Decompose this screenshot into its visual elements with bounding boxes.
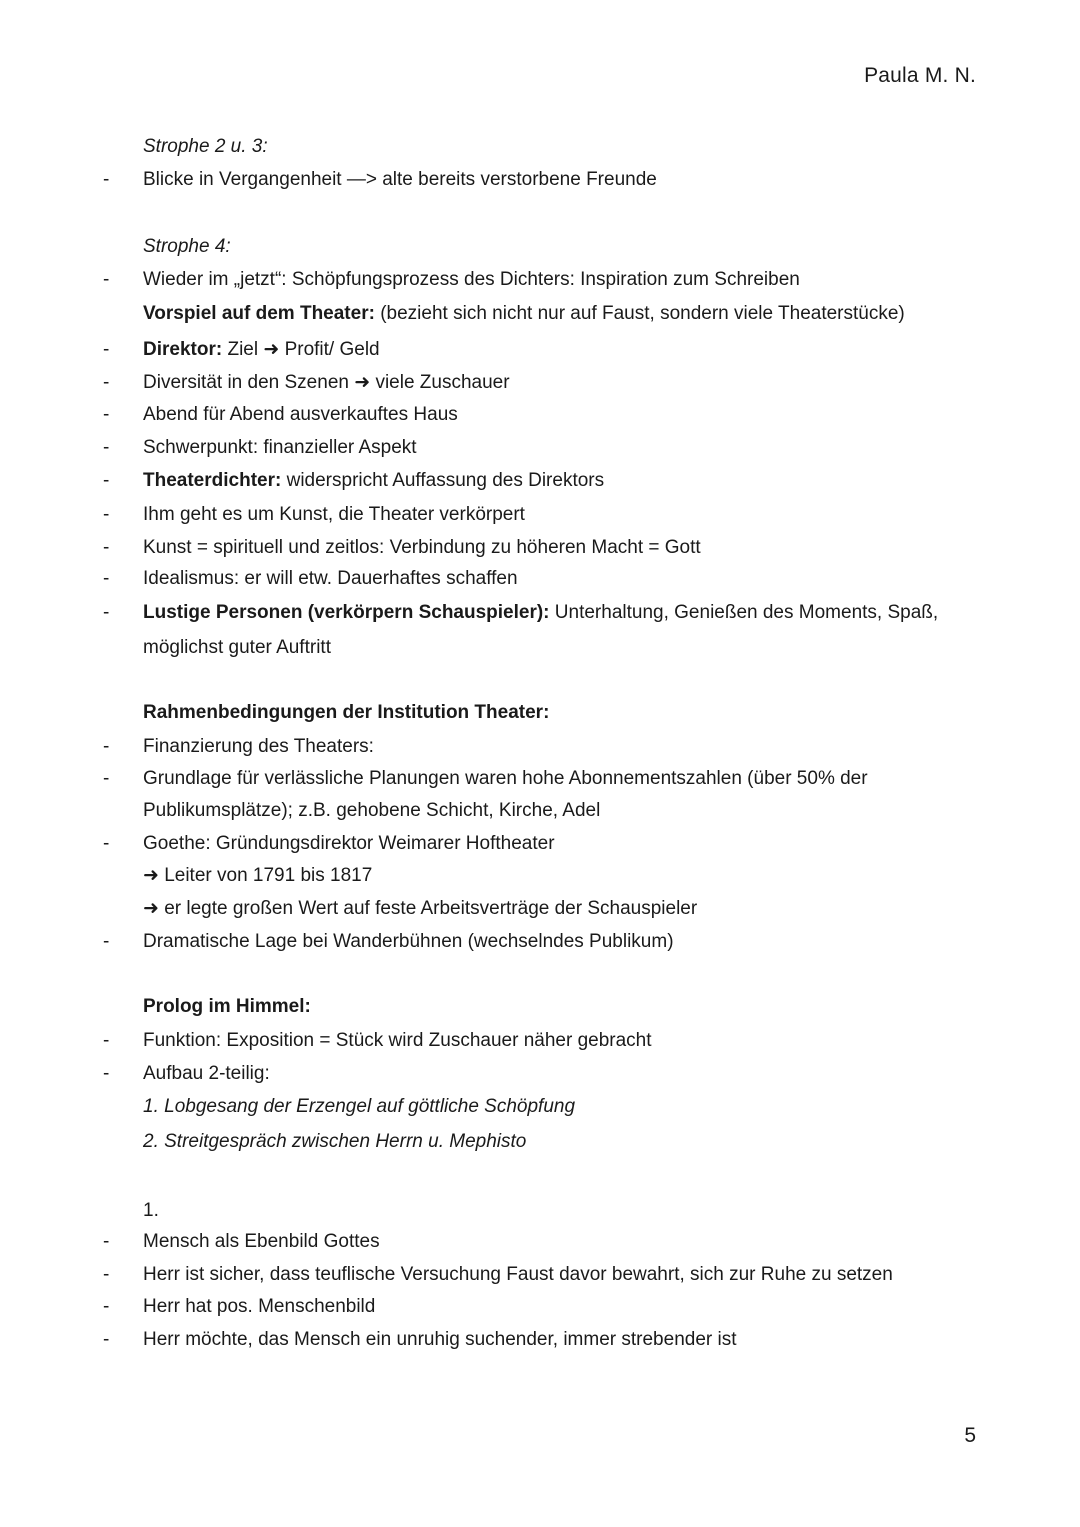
rahmen-title: Rahmenbedingungen der Institution Theater: bbox=[143, 702, 550, 723]
list-item: Herr ist sicher, dass teuflische Versuchung Faust davor bewahrt, sich zur Ruhe zu setzen bbox=[143, 1264, 893, 1285]
author-name: Paula M. N. bbox=[864, 64, 976, 87]
list-item: Goethe: Gründungsdirektor Weimarer Hoftheater bbox=[143, 833, 555, 854]
bullet-dash: - bbox=[103, 1296, 110, 1317]
section-number: 1. bbox=[143, 1200, 159, 1221]
list-item: Funktion: Exposition = Stück wird Zuschauer näher gebracht bbox=[143, 1030, 652, 1051]
list-item: Blicke in Vergangenheit —> alte bereits verstorbene Freunde bbox=[143, 169, 657, 190]
sub-item bbox=[143, 864, 372, 888]
bullet-dash: - bbox=[103, 1329, 110, 1350]
vorspiel-heading bbox=[143, 302, 905, 326]
bullet-dash: - bbox=[103, 602, 110, 623]
lustige-text: Unterhaltung, Genießen des Moments, Spaß, bbox=[554, 602, 939, 623]
bullet-dash: - bbox=[103, 537, 110, 558]
sub-item bbox=[143, 897, 697, 921]
sub-item: 2. Streitgespräch zwischen Herrn u. Mephisto bbox=[143, 1131, 527, 1152]
sub-item: 1. Lobgesang der Erzengel auf göttliche Schöpfung bbox=[143, 1096, 576, 1117]
diversitaet-text-b: viele Zuschauer bbox=[375, 372, 510, 393]
list-item: Idealismus: er will etw. Dauerhaftes schaffen bbox=[143, 568, 518, 589]
list-item: Kunst = spirituell und zeitlos: Verbindung zu höheren Macht = Gott bbox=[143, 537, 701, 558]
arrow-icon: ➜ bbox=[354, 372, 371, 393]
strophe-2-3-heading: Strophe 2 u. 3: bbox=[143, 136, 268, 157]
list-item bbox=[143, 601, 938, 625]
bullet-dash: - bbox=[103, 372, 110, 393]
bullet-dash: - bbox=[103, 169, 110, 190]
list-item: Schwerpunkt: finanzieller Aspekt bbox=[143, 437, 417, 458]
list-item: Aufbau 2-teilig: bbox=[143, 1063, 270, 1084]
vorspiel-title: Vorspiel auf dem Theater: bbox=[143, 303, 375, 324]
list-item: Herr hat pos. Menschenbild bbox=[143, 1296, 376, 1317]
direktor-text-a: Ziel bbox=[227, 339, 259, 360]
bullet-dash: - bbox=[103, 768, 110, 789]
list-item: Wieder im „jetzt“: Schöpfungsprozess des Dichters: Inspiration zum Schreiben bbox=[143, 269, 800, 290]
bullet-dash: - bbox=[103, 269, 110, 290]
direktor-text-b: Profit/ Geld bbox=[284, 339, 380, 360]
vorspiel-note: (bezieht sich nicht nur auf Faust, sondern viele Theaterstücke) bbox=[380, 303, 905, 324]
list-item: Mensch als Ebenbild Gottes bbox=[143, 1231, 380, 1252]
bullet-dash: - bbox=[103, 931, 110, 952]
bullet-dash: - bbox=[103, 1264, 110, 1285]
list-item: Grundlage für verlässliche Planungen waren hohe Abonnementszahlen (über 50% der bbox=[143, 768, 868, 789]
bullet-dash: - bbox=[103, 736, 110, 757]
bullet-dash: - bbox=[103, 437, 110, 458]
dichter-text: widerspricht Auffassung des Direktors bbox=[286, 470, 605, 491]
list-item: Abend für Abend ausverkauftes Haus bbox=[143, 404, 458, 425]
wert-text: er legte großen Wert auf feste Arbeitsverträge der Schauspieler bbox=[164, 898, 698, 919]
diversitaet-text-a: Diversität in den Szenen bbox=[143, 372, 349, 393]
list-item bbox=[143, 371, 510, 395]
bullet-dash: - bbox=[103, 568, 110, 589]
direktor-label: Direktor: bbox=[143, 339, 223, 360]
list-item: Dramatische Lage bei Wanderbühnen (wechselndes Publikum) bbox=[143, 931, 674, 952]
bullet-dash: - bbox=[103, 339, 110, 360]
list-item-continuation: möglichst guter Auftritt bbox=[143, 637, 331, 658]
prolog-heading bbox=[143, 995, 311, 1019]
list-item-continuation: Publikumsplätze); z.B. gehobene Schicht, Kirche, Adel bbox=[143, 800, 601, 821]
list-item: Ihm geht es um Kunst, die Theater verkörpert bbox=[143, 504, 525, 525]
bullet-dash: - bbox=[103, 1063, 110, 1084]
list-item bbox=[143, 469, 604, 493]
bullet-dash: - bbox=[103, 404, 110, 425]
bullet-dash: - bbox=[103, 470, 110, 491]
list-item: Finanzierung des Theaters: bbox=[143, 736, 374, 757]
dichter-label: Theaterdichter: bbox=[143, 470, 282, 491]
page-number: 5 bbox=[964, 1424, 976, 1447]
list-item: Herr möchte, das Mensch ein unruhig suchender, immer strebender ist bbox=[143, 1329, 737, 1350]
bullet-dash: - bbox=[103, 833, 110, 854]
rahmen-heading bbox=[143, 701, 549, 725]
bullet-dash: - bbox=[103, 1030, 110, 1051]
list-item bbox=[143, 338, 380, 362]
leiter-text: Leiter von 1791 bis 1817 bbox=[164, 865, 373, 886]
strophe-4-heading: Strophe 4: bbox=[143, 236, 231, 257]
bullet-dash: - bbox=[103, 1231, 110, 1252]
arrow-icon: ➜ bbox=[263, 339, 280, 360]
bullet-dash: - bbox=[103, 504, 110, 525]
prolog-title: Prolog im Himmel: bbox=[143, 996, 311, 1017]
lustige-label: Lustige Personen (verkörpern Schauspieler): bbox=[143, 602, 550, 623]
arrow-icon: ➜ bbox=[143, 865, 159, 886]
arrow-icon: ➜ bbox=[143, 898, 159, 919]
